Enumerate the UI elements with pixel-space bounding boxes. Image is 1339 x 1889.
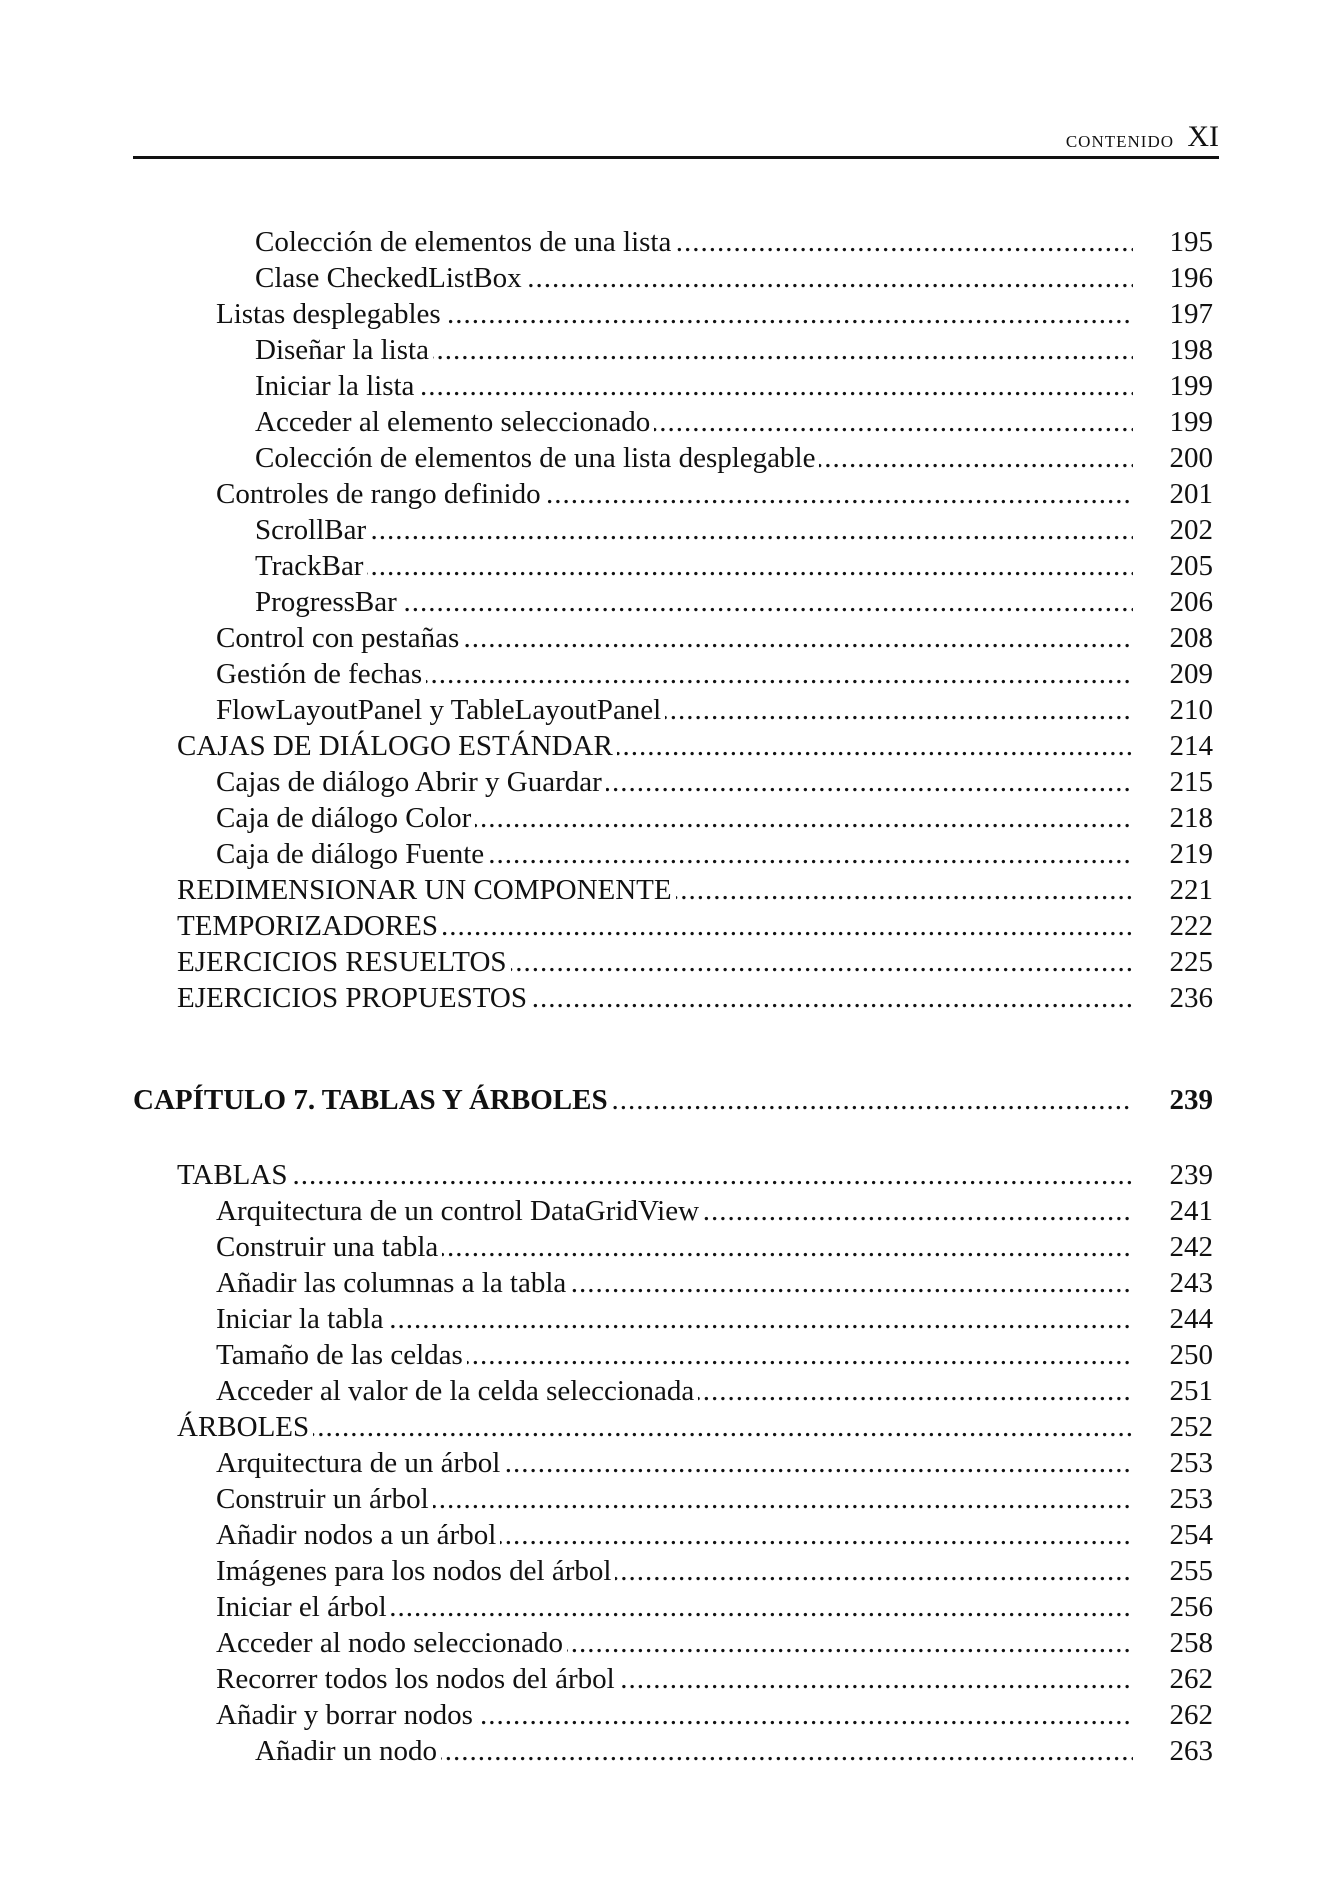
toc-entry-title: TrackBar [255,550,367,582]
toc-entry-title-wrap [255,440,1133,476]
toc-entry-title-wrap [216,1445,1133,1481]
toc-entry-title-wrap [216,1697,1133,1733]
toc-entry-page-number: 256 [1169,1591,1213,1623]
toc-entry-title: Clase CheckedListBox [255,262,526,294]
toc-entry-title-wrap [255,224,1133,260]
toc-entry-title: Tamaño de las celdas [216,1339,467,1371]
toc-entry[interactable] [133,440,1213,476]
toc-entry-page-number: 201 [1169,478,1213,510]
toc-entry-title-wrap [255,1733,1133,1769]
toc-entry-page-number: 221 [1169,874,1213,906]
header-page-number: XI [1187,120,1219,153]
toc-entry-title-wrap [216,1481,1133,1517]
toc-entry-title-wrap [177,728,1133,764]
chapter-title: CAPÍTULO 7. TABLAS Y ÁRBOLES [133,1084,612,1116]
toc-entry-page-number: 200 [1169,442,1213,474]
toc-entry-title: Imágenes para los nodos del árbol [216,1555,615,1587]
toc-entry-title-wrap [216,836,1133,872]
toc-entry-page-number: 209 [1169,658,1213,690]
toc-entry-title: Acceder al valor de la celda seleccionada [216,1375,698,1407]
toc-entry-title: Construir un árbol [216,1483,433,1515]
toc-entry-title-wrap [255,548,1133,584]
toc-entry-page-number: 263 [1169,1735,1213,1767]
toc-entry-title: Control con pestañas [216,622,463,654]
toc-entry-title-wrap [255,332,1133,368]
toc-entry-page-number: 253 [1169,1447,1213,1479]
running-header [133,120,1219,159]
toc-entry[interactable] [133,692,1213,728]
toc-entry-title: Iniciar la tabla [216,1303,387,1335]
toc-entry-title-wrap [216,1337,1133,1373]
toc-entry[interactable] [133,584,1213,620]
toc-entry-title: Gestión de fechas [216,658,426,690]
toc-entry[interactable] [133,1301,1213,1337]
toc-entry[interactable] [133,404,1213,440]
toc-entry-page-number: 215 [1169,766,1213,798]
toc-entry-page-number: 205 [1169,550,1213,582]
toc-entry-title: FlowLayoutPanel y TableLayoutPanel [216,694,665,726]
toc-entry[interactable] [133,332,1213,368]
toc-entry[interactable] [133,1409,1213,1445]
chapter-page-number: 239 [1169,1084,1213,1116]
toc-entry-title-wrap [216,656,1133,692]
toc-entry-page-number: 244 [1169,1303,1213,1335]
toc-entry-page-number: 251 [1169,1375,1213,1407]
chapter-heading[interactable] [133,1080,1213,1120]
toc-entry-title-wrap [255,368,1133,404]
toc-entry[interactable] [133,1229,1213,1265]
toc-entry[interactable] [133,656,1213,692]
toc-entry-title: REDIMENSIONAR UN COMPONENTE [177,874,676,906]
toc-entry-page-number: 208 [1169,622,1213,654]
toc-entry[interactable] [133,548,1213,584]
toc-entry-page-number: 242 [1169,1231,1213,1263]
toc-entry[interactable] [133,1265,1213,1301]
toc-entry-title-wrap [177,980,1133,1016]
toc-entry[interactable] [133,368,1213,404]
toc-entry-title: TEMPORIZADORES [177,910,442,942]
toc-entry-title: Arquitectura de un control DataGridView [216,1195,703,1227]
toc-entry-title: Colección de elementos de una lista desplegable [255,442,819,474]
toc-entry[interactable] [133,1373,1213,1409]
toc-entry-title: ProgressBar [255,586,401,618]
toc-entry-title-wrap [216,1625,1133,1661]
toc-entry-page-number: 195 [1169,226,1213,258]
toc-entry-page-number: 196 [1169,262,1213,294]
toc-entry-title-wrap [216,1193,1133,1229]
toc-entry-page-number: 222 [1169,910,1213,942]
toc-entry-title: Añadir un nodo [255,1735,441,1767]
toc-entry-title-wrap [216,692,1133,728]
toc-entry-title-wrap [216,296,1133,332]
toc-entry-page-number: 219 [1169,838,1213,870]
toc-entry[interactable] [133,728,1213,764]
toc-entry-title-wrap [216,1229,1133,1265]
toc-entry-title: Caja de diálogo Fuente [216,838,488,870]
toc-entry[interactable] [133,1517,1213,1553]
toc-entry-title: EJERCICIOS PROPUESTOS [177,982,531,1014]
toc-entry-page-number: 241 [1169,1195,1213,1227]
toc-entry-title-wrap [216,764,1133,800]
toc-entry-title-wrap [216,800,1133,836]
toc-entry-page-number: 250 [1169,1339,1213,1371]
toc-entry-page-number: 236 [1169,982,1213,1014]
toc-list-part2 [133,1157,1213,1769]
toc-entry-title-wrap [216,1553,1133,1589]
toc-list-part1 [133,224,1213,1016]
toc-entry-title-wrap [177,1409,1133,1445]
toc-entry[interactable] [133,764,1213,800]
toc-entry-title-wrap [255,584,1133,620]
toc-entry[interactable] [133,1337,1213,1373]
toc-entry-page-number: 262 [1169,1699,1213,1731]
toc-entry[interactable] [133,260,1213,296]
toc-entry-title: Listas desplegables [216,298,445,330]
toc-entry-title-wrap [255,260,1133,296]
toc-entry-page-number: 197 [1169,298,1213,330]
toc-entry-title: Diseñar la lista [255,334,433,366]
toc-entry[interactable] [133,1589,1213,1625]
toc-entry-title: Construir una tabla [216,1231,442,1263]
toc-entry-title: CAJAS DE DIÁLOGO ESTÁNDAR [177,730,617,762]
toc-entry-page-number: 254 [1169,1519,1213,1551]
toc-entry[interactable] [133,476,1213,512]
toc-entry[interactable] [133,1157,1213,1193]
toc-entry-title: Acceder al elemento seleccionado [255,406,654,438]
toc-entry-page-number: 225 [1169,946,1213,978]
toc-entry[interactable] [133,800,1213,836]
toc-entry[interactable] [133,980,1213,1016]
toc-entry-title: ÁRBOLES [177,1411,313,1443]
toc-entry-title: Cajas de diálogo Abrir y Guardar [216,766,606,798]
toc-entry-page-number: 255 [1169,1555,1213,1587]
toc-entry-title: Iniciar el árbol [216,1591,391,1623]
toc-entry-page-number: 199 [1169,406,1213,438]
toc-entry-title-wrap [177,1157,1133,1193]
toc-entry[interactable] [133,1445,1213,1481]
toc-entry-page-number: 202 [1169,514,1213,546]
chapter-title-wrap [133,1080,1133,1120]
toc-entry[interactable] [133,1697,1213,1733]
toc-entry-page-number: 239 [1169,1159,1213,1191]
toc-entry[interactable] [133,1625,1213,1661]
toc-entry-title: Añadir las columnas a la tabla [216,1267,570,1299]
toc-entry-title-wrap [216,1661,1133,1697]
toc-entry-title-wrap [177,908,1133,944]
toc-entry-title-wrap [216,1589,1133,1625]
toc-entry[interactable] [133,1733,1213,1769]
toc-entry-page-number: 243 [1169,1267,1213,1299]
toc-entry-title: Arquitectura de un árbol [216,1447,504,1479]
toc-entry[interactable] [133,836,1213,872]
toc-entry-title: ScrollBar [255,514,370,546]
toc-entry-title: Añadir y borrar nodos [216,1699,477,1731]
toc-entry-title-wrap [216,476,1133,512]
toc-entry-page-number: 214 [1169,730,1213,762]
toc-entry-title: Controles de rango definido [216,478,545,510]
toc-entry-page-number: 253 [1169,1483,1213,1515]
toc-entry-title: TABLAS [177,1159,291,1191]
toc-entry[interactable] [133,1661,1213,1697]
toc-entry[interactable] [133,872,1213,908]
toc-entry-title: Iniciar la lista [255,370,418,402]
toc-entry-title-wrap [255,512,1133,548]
toc-entry[interactable] [133,1553,1213,1589]
toc-entry[interactable] [133,1481,1213,1517]
toc-entry[interactable] [133,620,1213,656]
toc-entry-title: Colección de elementos de una lista [255,226,675,258]
toc-entry-title: Caja de diálogo Color [216,802,475,834]
toc-entry-title: Acceder al nodo seleccionado [216,1627,567,1659]
toc-entry[interactable] [133,512,1213,548]
toc-entry-page-number: 258 [1169,1627,1213,1659]
toc-entry-title-wrap [255,404,1133,440]
toc-entry-title-wrap [177,944,1133,980]
toc-entry[interactable] [133,944,1213,980]
toc-entry[interactable] [133,1193,1213,1229]
toc-entry-title-wrap [216,620,1133,656]
toc-entry-page-number: 206 [1169,586,1213,618]
toc-entry-page-number: 199 [1169,370,1213,402]
toc-entry-page-number: 198 [1169,334,1213,366]
toc-entry-title: Recorrer todos los nodos del árbol [216,1663,619,1695]
toc-entry-title: EJERCICIOS RESUELTOS [177,946,511,978]
toc-entry[interactable] [133,908,1213,944]
toc-entry-page-number: 262 [1169,1663,1213,1695]
toc-entry-title-wrap [216,1373,1133,1409]
toc-entry[interactable] [133,296,1213,332]
toc-entry-title-wrap [216,1517,1133,1553]
toc-entry-title-wrap [216,1265,1133,1301]
toc-entry[interactable] [133,224,1213,260]
toc-entry-page-number: 252 [1169,1411,1213,1443]
toc-entry-title: Añadir nodos a un árbol [216,1519,500,1551]
toc-entry-title-wrap [177,872,1133,908]
toc-entry-title-wrap [216,1301,1133,1337]
toc-entry-page-number: 218 [1169,802,1213,834]
toc-entry-page-number: 210 [1169,694,1213,726]
header-section-title: CONTENIDO [1065,132,1174,151]
